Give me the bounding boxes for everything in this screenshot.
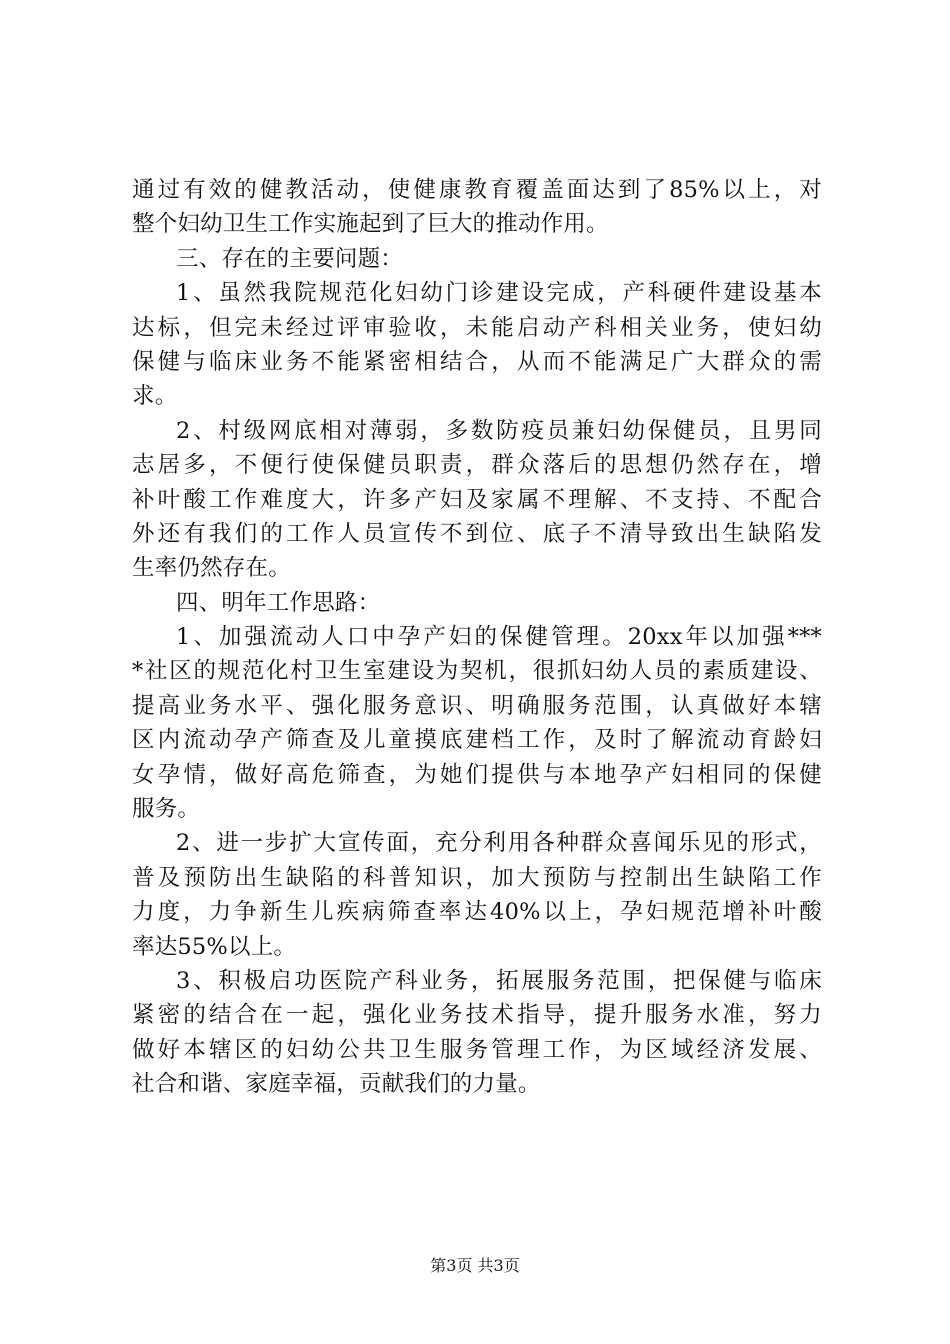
text-line: 三、存在的主要问题： (176, 245, 404, 272)
page-footer: 第3页 共3页 (430, 1256, 520, 1275)
text-line: 保健与临床业务不能紧密相结合，从而不能满足广大群众的需 (132, 348, 822, 375)
text-line: 生率仍然存在。 (132, 555, 291, 582)
text-line: 社合和谐、家庭幸福，贡献我们的力量。 (132, 1071, 541, 1098)
text-line: 做好本辖区的妇幼公共卫生服务管理工作，为区域经济发展、 (132, 1036, 822, 1063)
text-line: 提高业务水平、强化服务意识、明确服务范围，认真做好本辖 (132, 692, 822, 719)
text-line: 2、进一步扩大宣传面，充分利用各种群众喜闻乐见的形式， (176, 830, 822, 857)
text-line: 1、虽然我院规范化妇幼门诊建设完成，产科硬件建设基本 (176, 280, 822, 307)
text-line: 四、明年工作思路： (176, 589, 381, 616)
text-line: 求。 (132, 383, 178, 410)
text-line: 区内流动孕产筛查及儿童摸底建档工作，及时了解流动育龄妇 (132, 727, 822, 754)
text-line: 2、村级网底相对薄弱，多数防疫员兼妇幼保健员，且男同 (176, 417, 822, 444)
text-line: 志居多，不便行使保健员职责，群众落后的思想仍然存在，增 (132, 452, 822, 479)
text-line: 3、积极启功医院产科业务，拓展服务范围，把保健与临床 (176, 967, 822, 994)
text-line: 外还有我们的工作人员宣传不到位、底子不清导致出生缺陷发 (132, 520, 822, 547)
document-body (132, 173, 822, 1102)
text-line: 力度，力争新生儿疾病筛查率达40%以上，孕妇规范增补叶酸 (132, 899, 822, 926)
text-line: 服务。 (132, 796, 201, 823)
text-line: 普及预防出生缺陷的科普知识，加大预防与控制出生缺陷工作 (132, 864, 822, 891)
text-line: 补叶酸工作难度大，许多产妇及家属不理解、不支持、不配合 (132, 486, 822, 513)
text-line: 整个妇幼卫生工作实施起到了巨大的推动作用。 (132, 211, 609, 238)
text-line: 紧密的结合在一起，强化业务技术指导，提升服务水准，努力 (132, 1002, 822, 1029)
text-line: 1、加强流动人口中孕产妇的保健管理。20xx年以加强*** (176, 624, 822, 651)
text-line: 女孕情，做好高危筛查，为她们提供与本地孕产妇相同的保健 (132, 761, 822, 788)
text-line: 率达55%以上。 (132, 933, 297, 960)
text-line: *社区的规范化村卫生室建设为契机，很抓妇幼人员的素质建设、 (132, 658, 822, 685)
text-line: 达标，但完未经过评审验收，未能启动产科相关业务，使妇幼 (132, 314, 822, 341)
text-line: 通过有效的健教活动，使健康教育覆盖面达到了85%以上，对 (132, 177, 822, 203)
